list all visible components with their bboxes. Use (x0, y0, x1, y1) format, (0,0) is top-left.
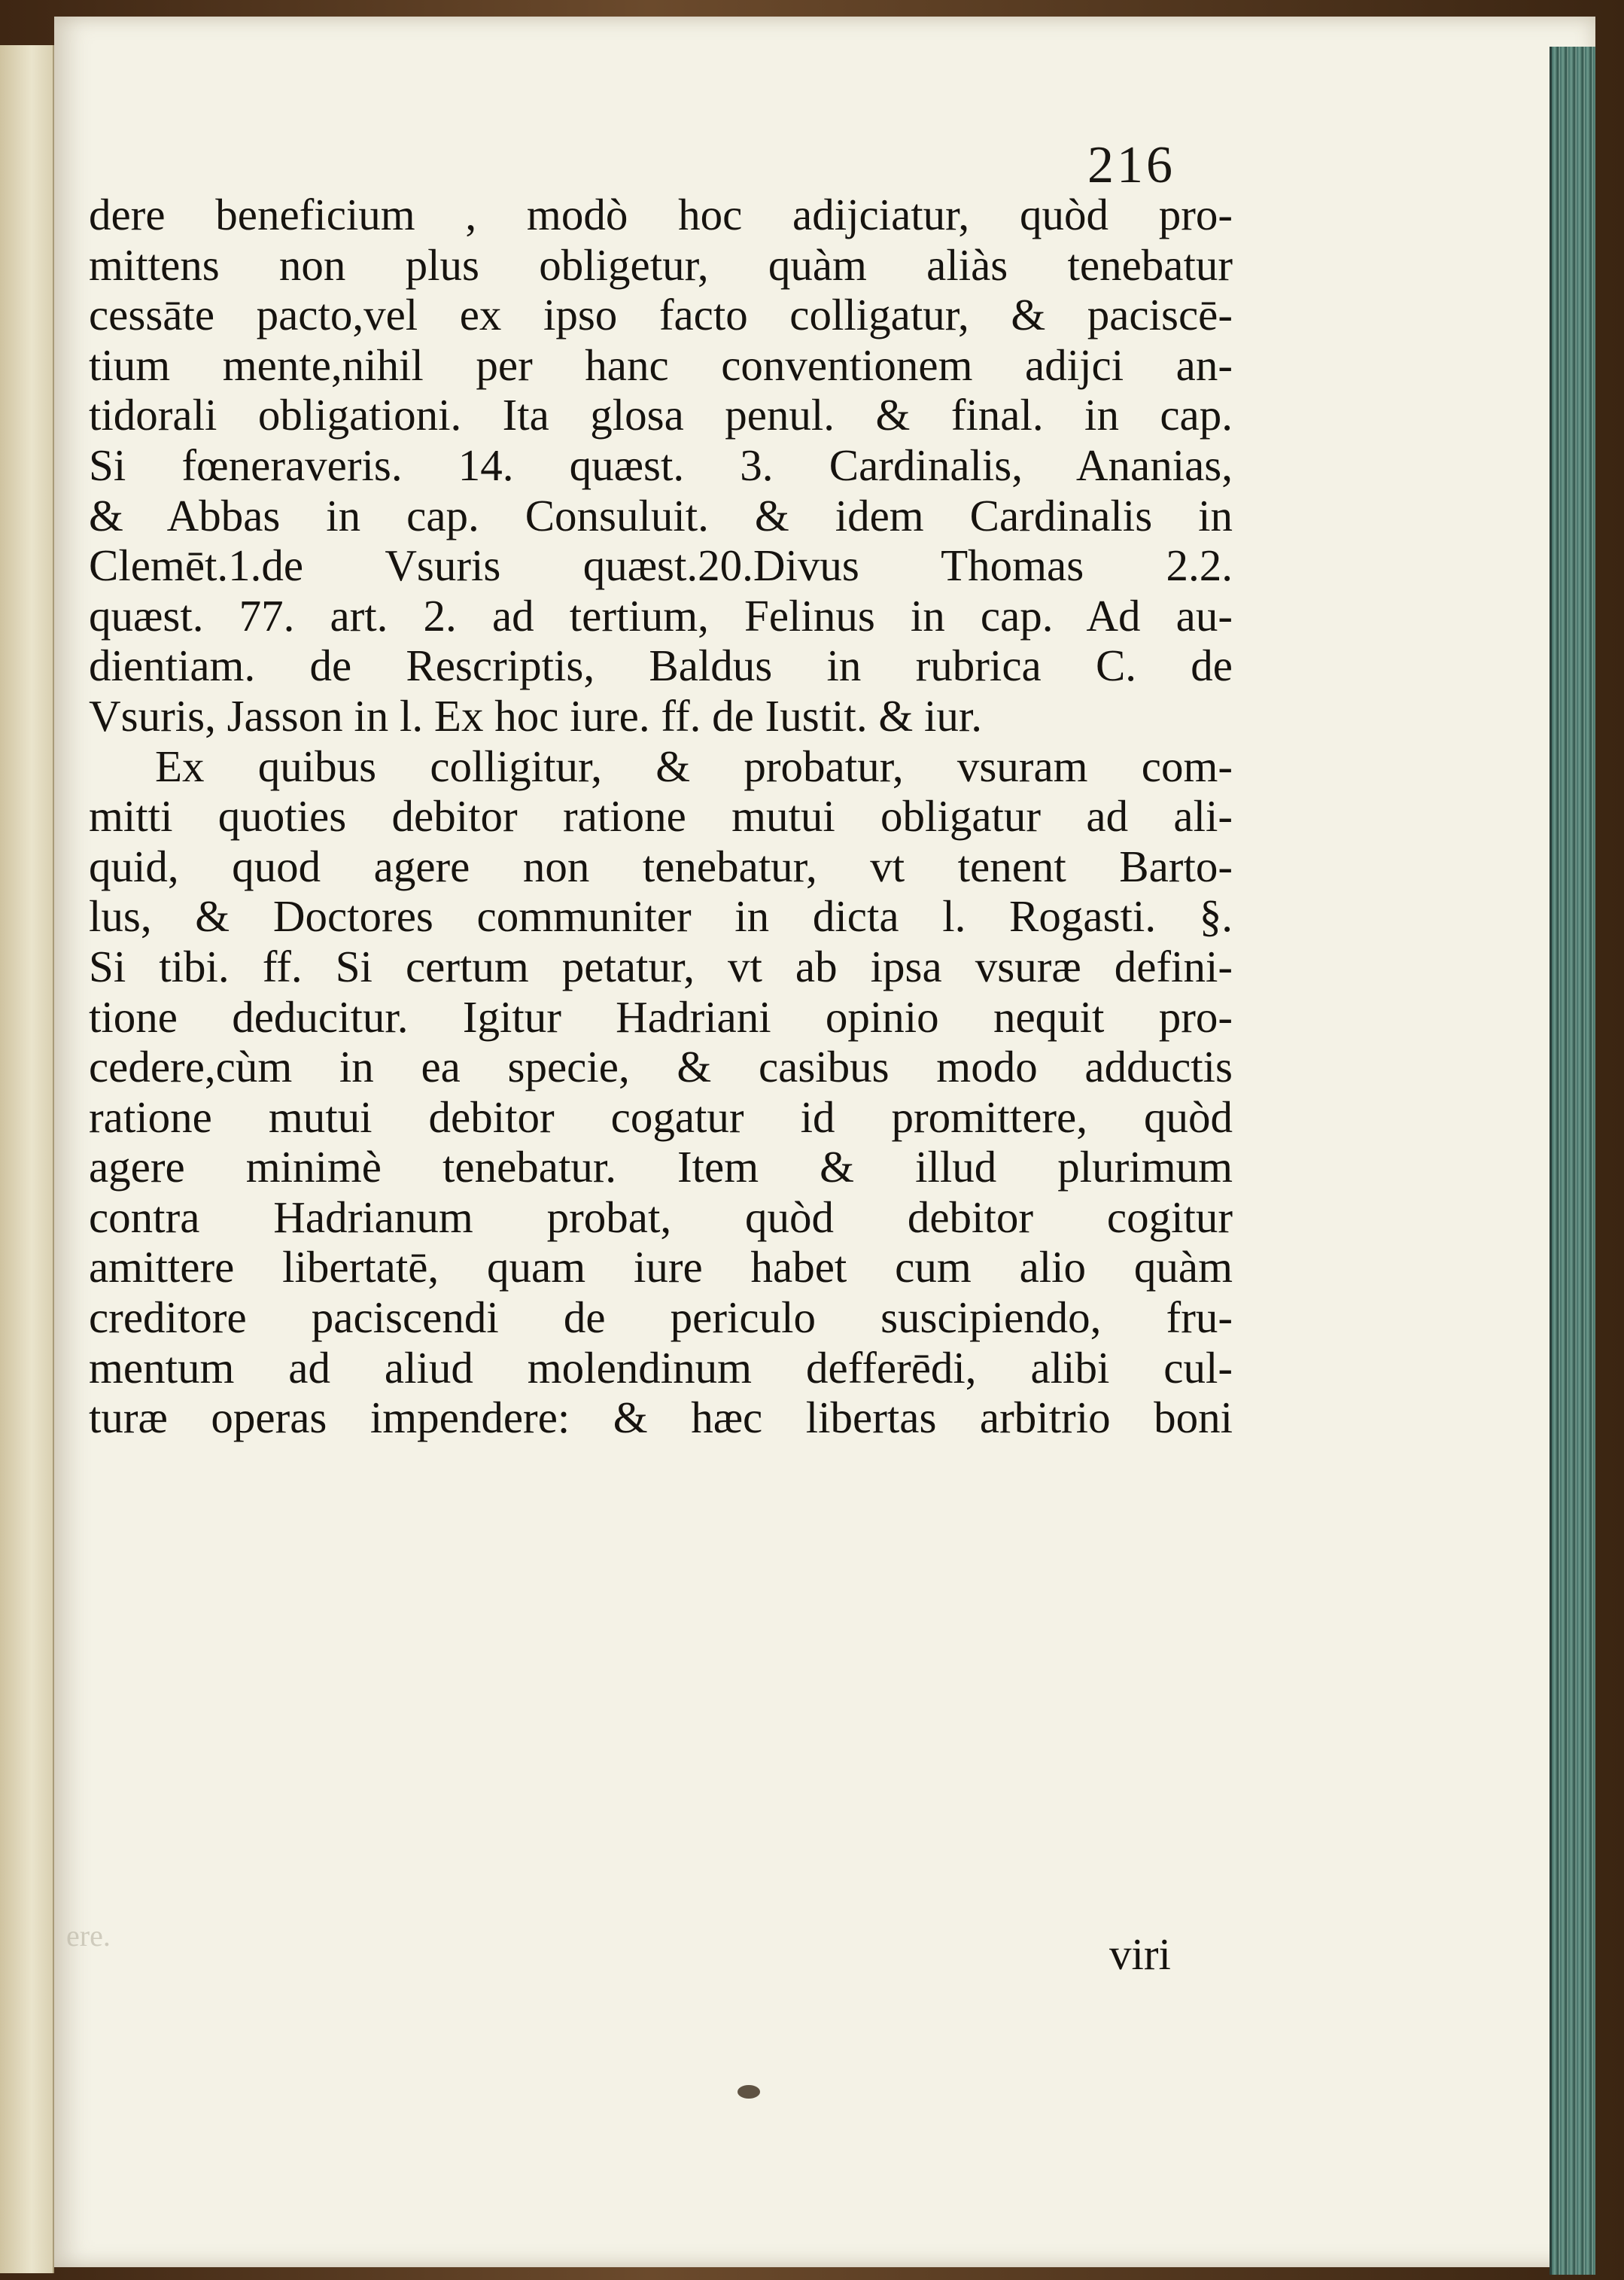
text-line: Vsuris, Jasson in l. Ex hoc iure. ff. de Iustit. & iur. (89, 690, 983, 741)
text-line: tione deducitur. Igitur Hadriani opinio nequit pro- (89, 991, 1233, 1042)
text-line: mitti quoties debitor ratione mutui obligatur ad ali- (89, 791, 1233, 842)
page-fore-edge (1549, 47, 1595, 2275)
text-line: dere beneficium , modò hoc adijciatur, quòd pro- (89, 190, 1233, 239)
catchword: viri (1109, 1929, 1171, 1979)
bleed-through-text: ere. (66, 1919, 111, 1953)
page-number: 216 (1087, 136, 1175, 194)
text-line: quæst. 77. art. 2. ad tertium, Felinus in cap. Ad au- (89, 590, 1233, 641)
text-line: cessāte pacto,vel ex ipso facto colligatur, & paciscē- (89, 290, 1233, 340)
left-page-edge (0, 45, 54, 2273)
text-line: Si fœneraveris. 14. quæst. 3. Cardinalis, Ananias, (89, 440, 1233, 490)
text-line: cedere,cùm in ea specie, & casibus modo adductis (89, 1042, 1233, 1092)
text-line: turæ operas impendere: & hæc libertas arbitrio boni (89, 1393, 1233, 1443)
text-line: ratione mutui debitor cogatur id promittere, quòd (89, 1091, 1233, 1142)
text-line: tidorali obligationi. Ita glosa penul. & final. in cap. (89, 390, 1233, 440)
text-line: mittens non plus obligetur, quàm aliàs tenebatur (89, 239, 1233, 290)
text-line: mentum ad aliud molendinum defferēdi, alibi cul- (89, 1342, 1233, 1393)
ink-smudge (737, 2085, 760, 2099)
body-text (89, 190, 1233, 1443)
text-line: & Abbas in cap. Consuluit. & idem Cardinalis in (89, 490, 1233, 540)
text-line: quid, quod agere non tenebatur, vt tenent Barto- (89, 841, 1233, 891)
text-line: Si tibi. ff. Si certum petatur, vt ab ipsa vsuræ defini- (89, 941, 1233, 991)
text-line: dientiam. de Rescriptis, Baldus in rubrica C. de (89, 641, 1233, 691)
paragraph-start-line: Ex quibus colligitur, & probatur, vsuram com- (155, 741, 1233, 791)
text-line: agere minimè tenebatur. Item & illud plurimum (89, 1142, 1233, 1192)
text-line: creditore paciscendi de periculo suscipiendo, fru- (89, 1292, 1233, 1343)
text-line: tium mente,nihil per hanc conventionem adijci an- (89, 339, 1233, 390)
text-line: amittere libertatē, quam iure habet cum alio quàm (89, 1242, 1233, 1292)
text-line: lus, & Doctores communiter in dicta l. Rogasti. §. (89, 891, 1233, 942)
text-line: contra Hadrianum probat, quòd debitor cogitur (89, 1192, 1233, 1242)
text-line: Clemēt.1.de Vsuris quæst.20.Divus Thomas 2.2. (89, 540, 1233, 591)
